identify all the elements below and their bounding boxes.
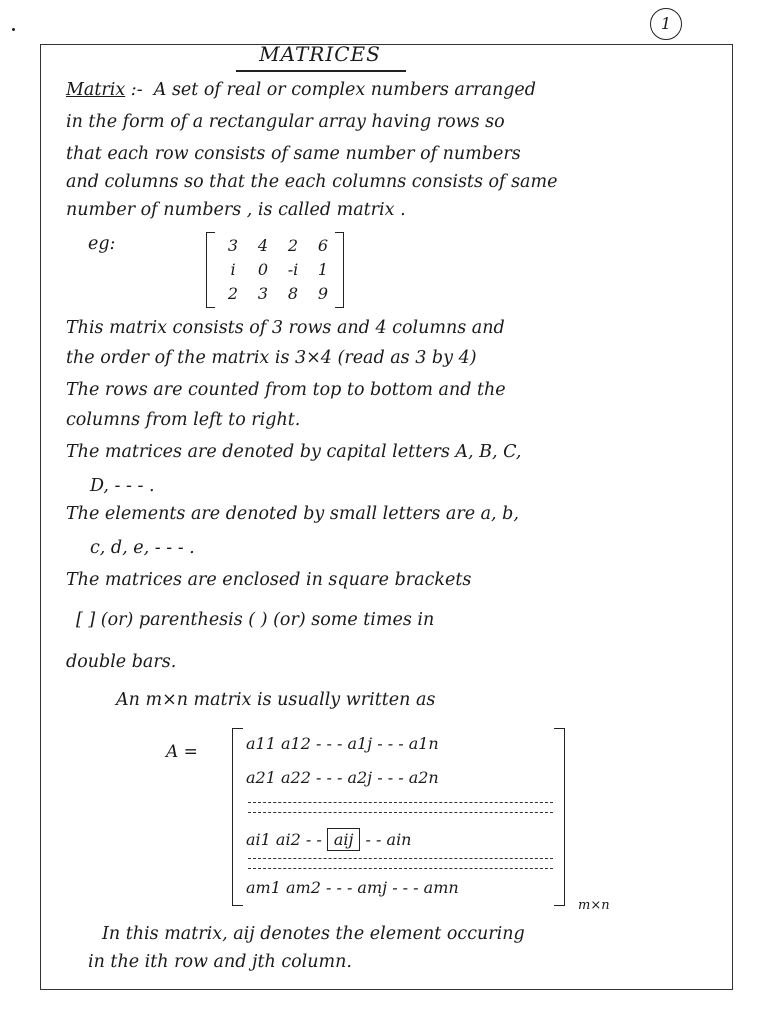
definition-line-2: in the form of a rectangular array having rows so <box>66 112 505 132</box>
body-line-2: the order of the matrix is 3×4 (read as 3 by 4) <box>66 348 477 368</box>
example-cell: 0 <box>257 260 269 279</box>
definition-line-1 <box>66 80 536 100</box>
dash-row-4 <box>248 868 553 869</box>
body-line-10: [ ] (or) parenthesis ( ) (or) some times in <box>76 610 435 630</box>
example-cell: 8 <box>287 284 299 303</box>
example-cell: 6 <box>317 236 329 255</box>
body-line-6: D, - - - . <box>90 476 155 496</box>
body-line-7: The elements are denoted by small letters are a, b, <box>66 504 519 524</box>
body-line-5: The matrices are denoted by capital letters A, B, C, <box>66 442 522 462</box>
definition-line-5: number of numbers , is called matrix . <box>66 200 406 220</box>
example-cell: 2 <box>227 284 239 303</box>
row-i-suffix: - - ain <box>360 830 412 849</box>
definition-separator: :- <box>130 80 143 100</box>
definition-text-1: A set of real or complex numbers arranged <box>153 80 536 100</box>
page-number: 1 <box>650 8 682 40</box>
general-row-m: am1 am2 - - - amj - - - amn <box>246 878 459 897</box>
definition-line-4: and columns so that the each columns consists of same <box>66 172 558 192</box>
example-cell: 3 <box>227 236 239 255</box>
example-cell: 3 <box>257 284 269 303</box>
boxed-element-aij: aij <box>327 828 361 851</box>
general-intro: An m×n matrix is usually written as <box>116 690 436 710</box>
general-row-2: a21 a22 - - - a2j - - - a2n <box>246 768 439 787</box>
title-underline <box>236 70 406 72</box>
example-matrix <box>206 232 344 310</box>
closing-line-2: in the ith row and jth column. <box>88 952 352 972</box>
scan-speck <box>12 28 15 31</box>
row-i-prefix: ai1 ai2 - - <box>246 830 327 849</box>
matrix-left-bracket <box>206 232 215 308</box>
example-cell: i <box>230 260 236 279</box>
page-title: MATRICES <box>259 42 381 66</box>
body-line-11: double bars. <box>66 652 177 672</box>
body-line-4: columns from left to right. <box>66 410 301 430</box>
dash-row-3 <box>248 858 553 859</box>
general-row-i <box>246 830 411 849</box>
example-cell: 1 <box>317 260 329 279</box>
example-cell: 4 <box>257 236 269 255</box>
example-cell: -i <box>287 260 299 279</box>
body-line-3: The rows are counted from top to bottom and the <box>66 380 506 400</box>
example-cell: 9 <box>317 284 329 303</box>
body-line-8: c, d, e, - - - . <box>90 538 195 558</box>
example-cell: 2 <box>287 236 299 255</box>
closing-line-1: In this matrix, aij denotes the element occuring <box>102 924 525 944</box>
general-lhs: A = <box>166 742 198 762</box>
dash-row-1 <box>248 802 553 803</box>
general-left-bracket <box>232 728 243 906</box>
dash-row-2 <box>248 812 553 813</box>
example-label: eg: <box>88 234 116 254</box>
general-right-bracket <box>554 728 565 906</box>
body-line-9: The matrices are enclosed in square brackets <box>66 570 472 590</box>
body-line-1: This matrix consists of 3 rows and 4 columns and <box>66 318 505 338</box>
general-row-1: a11 a12 - - - a1j - - - a1n <box>246 734 439 753</box>
definition-term: Matrix <box>66 80 126 100</box>
definition-line-3: that each row consists of same number of numbers <box>66 144 521 164</box>
general-order: m×n <box>578 898 610 913</box>
